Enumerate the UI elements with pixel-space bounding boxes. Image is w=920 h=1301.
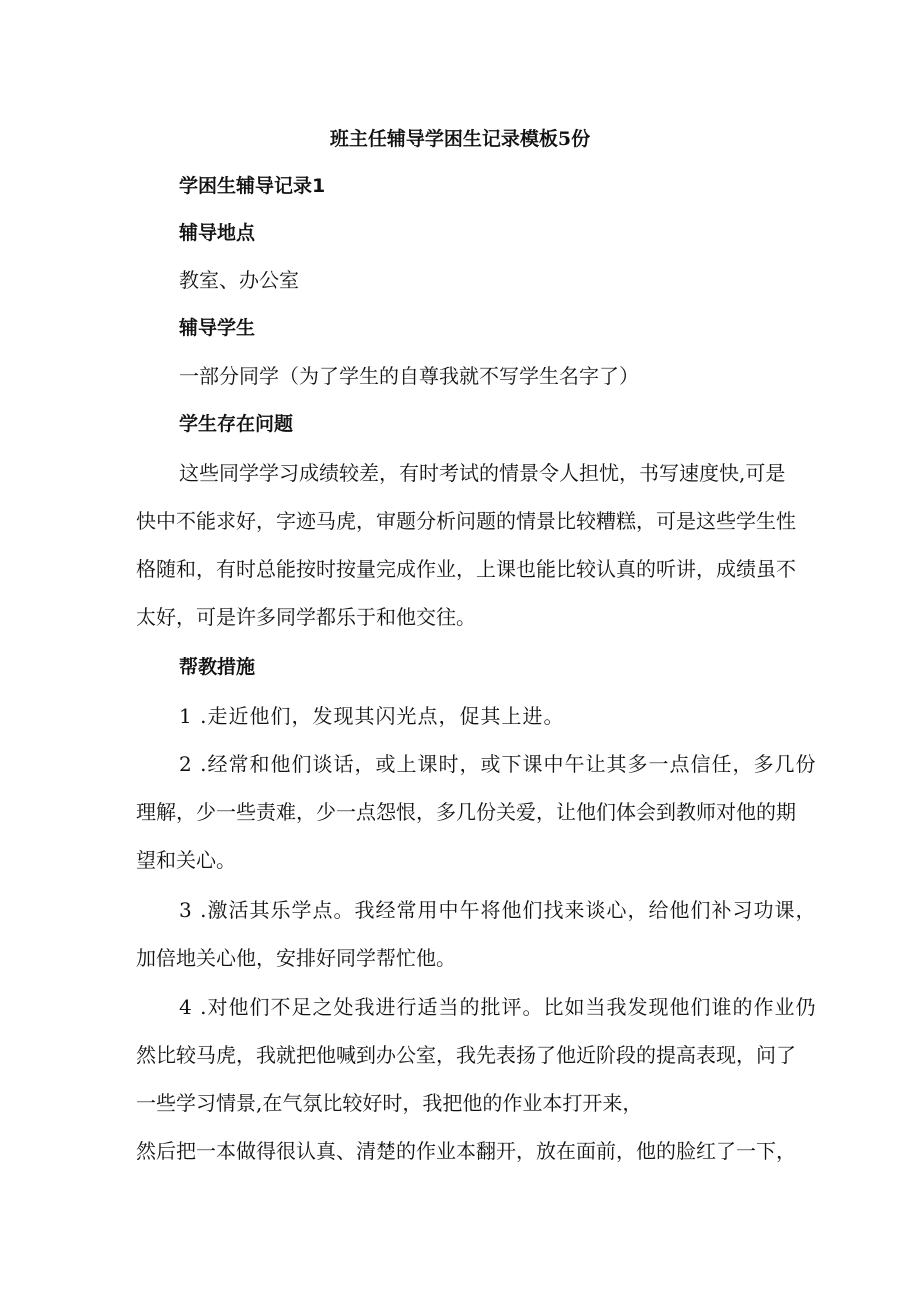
measure-2-line: 望和关心。: [136, 848, 236, 872]
location-text: 教室、办公室: [179, 268, 299, 292]
problems-paragraph-line: 太好，可是许多同学都乐于和他交往。: [136, 605, 476, 629]
measures-heading: 帮教措施: [179, 656, 256, 678]
measure-4-line: 然比较马虎，我就把他喊到办公室，我先表扬了他近阶段的提高表现，问了: [136, 1043, 796, 1067]
problems-paragraph-line: 快中不能求好，字迹马虎，审题分析问题的情景比较糟糕，可是这些学生性: [136, 509, 796, 533]
document-title: 班主任辅导学困生记录模板5份: [329, 128, 591, 150]
problems-heading: 学生存在问题: [179, 413, 294, 435]
measure-4-line: 一些学习情景,在气氛比较好时，我把他的作业本打开来，: [136, 1091, 643, 1115]
problems-paragraph-line: 这些同学学习成绩较差，有时考试的情景令人担忧，书写速度快,可是: [179, 461, 786, 485]
measure-2-line: 理解，少一些责难，少一点怨恨，多几份关爱，让他们体会到教师对他的期: [136, 800, 796, 824]
measure-1-line: 1 .走近他们，发现其闪光点，促其上进。: [179, 704, 565, 728]
problems-paragraph-line: 格随和，有时总能按时按量完成作业，上课也能比较认真的听讲，成绩虽不: [136, 557, 796, 581]
record-heading: 学困生辅导记录1: [179, 175, 326, 197]
students-heading: 辅导学生: [179, 317, 256, 339]
measure-4-line: 然后把一本做得很认真、清楚的作业本翻开，放在面前，他的脸红了一下，: [136, 1139, 796, 1163]
measure-3-line: 加倍地关心他，安排好同学帮忙他。: [136, 946, 456, 970]
measure-2-line: 2 .经常和他们谈话，或上课时，或下课中午让其多一点信任，多几份: [179, 752, 817, 776]
measure-3-line: 3 .激活其乐学点。我经常用中午将他们找来谈心，给他们补习功课，: [179, 898, 817, 922]
students-text: 一部分同学（为了学生的自尊我就不写学生名字了）: [179, 364, 639, 388]
measure-4-line: 4 .对他们不足之处我进行适当的批评。比如当我发现他们谁的作业仍: [179, 995, 817, 1019]
location-heading: 辅导地点: [179, 222, 256, 244]
